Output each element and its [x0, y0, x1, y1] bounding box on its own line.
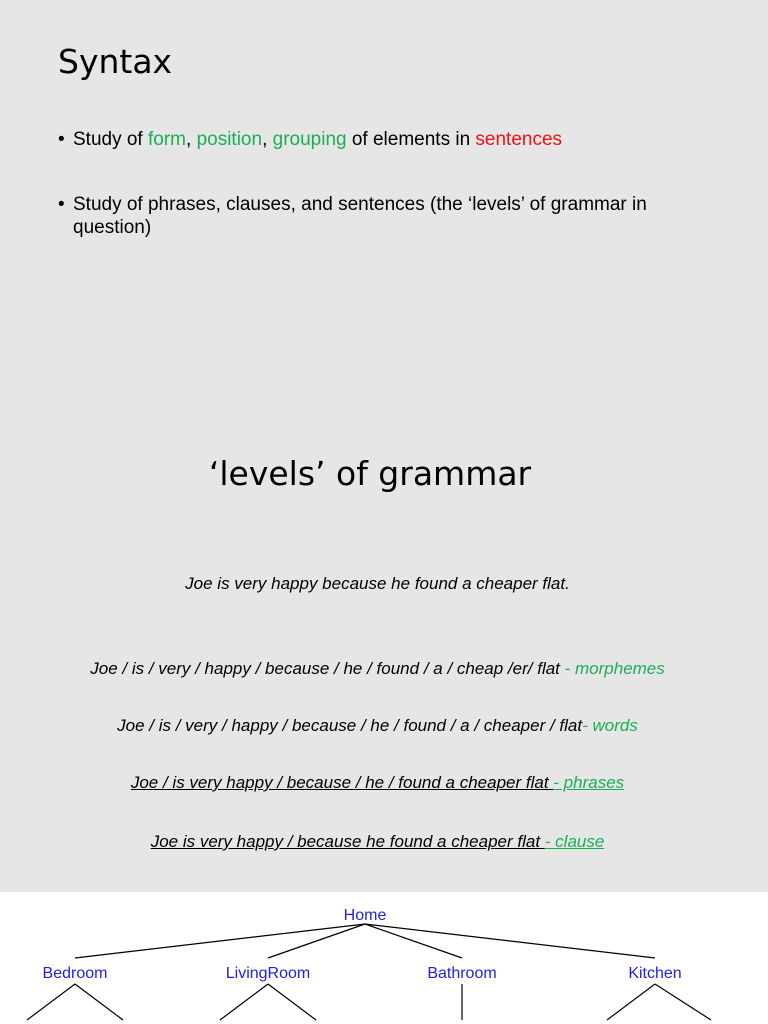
- level-text: Joe / is / very / happy / because / he / found / a / cheap /er/ flat: [90, 659, 565, 678]
- level-words: [0, 716, 755, 736]
- edge-home-bedroom: [75, 924, 365, 958]
- level-label: - phrases: [553, 773, 625, 792]
- tree-node-home: Home: [343, 907, 387, 924]
- level-text: Joe / is very happy / because / he / found a cheaper flat: [130, 773, 554, 792]
- tree-node-kitchen: Kitchen: [628, 965, 682, 982]
- text-segment: Study of: [73, 129, 148, 150]
- text-segment: ,: [262, 129, 273, 150]
- level-label: - morphemes: [564, 659, 665, 678]
- tree-node-livingroom: LivingRoom: [225, 965, 311, 982]
- bullet-form-position-grouping: [58, 128, 708, 151]
- bullet-text: [58, 128, 708, 151]
- edge-home-kitchen: [365, 924, 655, 958]
- tree-node-bathroom: Bathroom: [427, 965, 497, 982]
- edge-livingroom-right: [268, 984, 316, 1020]
- slide-title-levels: ‘levels’ of grammar: [208, 454, 532, 493]
- term-position: position: [196, 129, 263, 150]
- edge-kitchen-left: [607, 984, 655, 1020]
- tree-node-bedroom: Bedroom: [42, 965, 108, 982]
- term-sentences: sentences: [475, 129, 563, 150]
- bullet-marker: •: [58, 194, 65, 215]
- text-segment: of elements in: [346, 129, 476, 150]
- text-segment: ,: [186, 129, 197, 150]
- edge-kitchen-right: [655, 984, 711, 1020]
- slide-levels-of-grammar: [0, 446, 768, 892]
- example-sentence: Joe is very happy because he found a cheaper flat.: [185, 574, 570, 593]
- level-clause: [0, 832, 755, 852]
- bullet-marker: •: [58, 129, 65, 150]
- term-grouping: grouping: [272, 129, 347, 150]
- edge-livingroom-left: [220, 984, 268, 1020]
- edge-bedroom-left: [27, 984, 75, 1020]
- level-text: Joe / is / very / happy / because / he / found / a / cheaper / flat: [117, 716, 583, 735]
- bullet-phrases-clauses: [58, 193, 708, 239]
- level-morphemes: [0, 659, 755, 679]
- home-tree-diagram: [0, 892, 768, 1024]
- edge-bedroom-right: [75, 984, 123, 1020]
- level-phrases: [0, 773, 755, 793]
- slide-syntax: [0, 0, 768, 446]
- level-text: Joe is very happy / because he found a cheaper flat: [150, 832, 545, 851]
- tree-edges: [27, 924, 711, 1020]
- bullet-text: Study of phrases, clauses, and sentences (the ‘levels’ of grammar in question): [73, 194, 647, 238]
- level-label: - words: [582, 716, 638, 735]
- level-label: - clause: [544, 832, 605, 851]
- slide-title-syntax: Syntax: [58, 42, 173, 81]
- term-form: form: [148, 129, 186, 150]
